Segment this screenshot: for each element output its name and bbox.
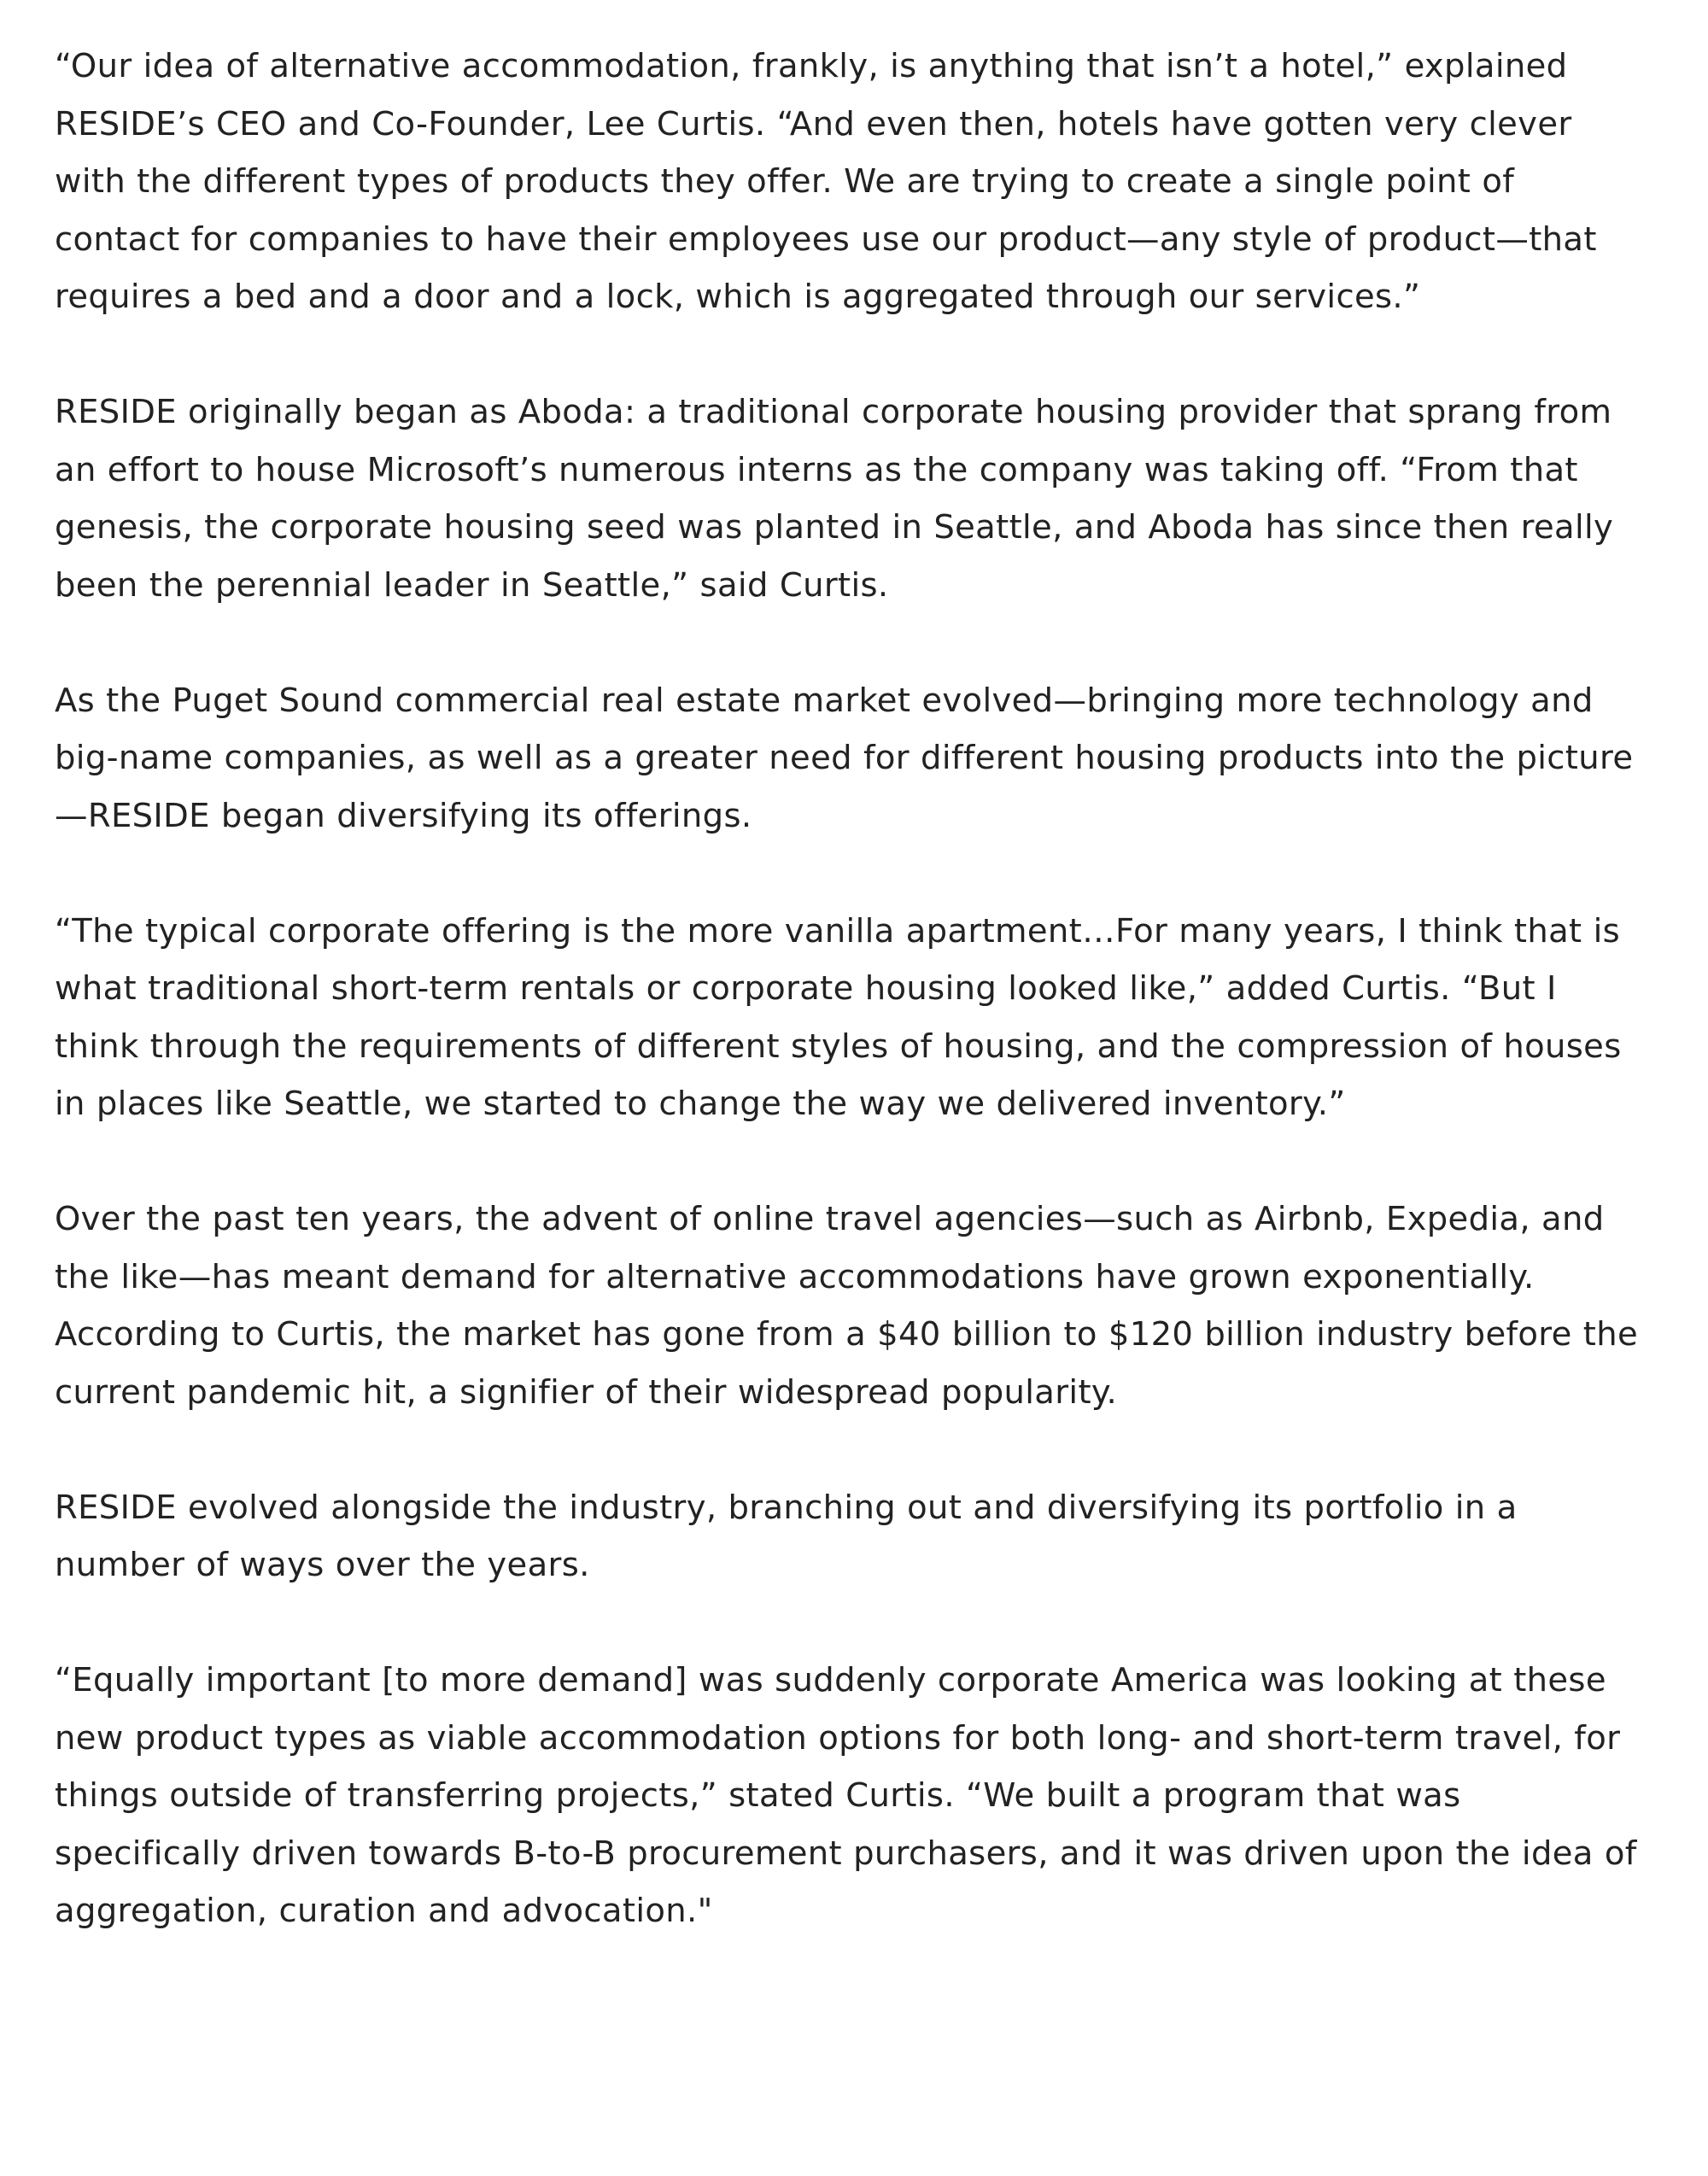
text-line: RESIDE originally began as Aboda: a traditional corporate housing provider that sprang from xyxy=(55,393,1612,431)
paragraph-4 xyxy=(55,903,1677,1133)
text-line: “The typical corporate offering is the more vanilla apartment…For many years, I think that is xyxy=(55,911,1621,951)
text-line: aggregation, curation and advocation." xyxy=(55,1892,713,1930)
paragraph-5 xyxy=(55,1190,1677,1421)
text-line: specifically driven towards B-to-B procurement purchasers, and it was driven upon the idea of xyxy=(55,1834,1637,1873)
text-line: things outside of transferring projects,” stated Curtis. “We built a program that was xyxy=(55,1776,1461,1815)
text-line: number of ways over the years. xyxy=(55,1546,590,1584)
text-line: in places like Seattle, we started to change the way we delivered inventory.” xyxy=(55,1085,1346,1123)
text-line: Over the past ten years, the advent of online travel agencies—such as Airbnb, Expedia, and xyxy=(55,1200,1605,1238)
paragraph-2 xyxy=(55,383,1677,614)
paragraph-1 xyxy=(55,38,1677,326)
document-page xyxy=(55,38,1677,1998)
text-line: RESIDE’s CEO and Co-Founder, Lee Curtis. “And even then, hotels have gotten very clever xyxy=(55,104,1572,143)
text-line: the like—has meant demand for alternative accommodations have grown exponentially. xyxy=(55,1257,1535,1296)
text-line: contact for companies to have their employees use our product—any style of product—that xyxy=(55,219,1597,259)
text-line: As the Puget Sound commercial real estate market evolved—bringing more technology and xyxy=(55,681,1594,720)
text-line: with the different types of products they offer. We are trying to create a single point of xyxy=(55,162,1515,201)
text-line: new product types as viable accommodation options for both long- and short-term travel, for xyxy=(55,1718,1621,1758)
text-line: current pandemic hit, a signifier of their widespread popularity. xyxy=(55,1372,1118,1412)
paragraph-3 xyxy=(55,672,1677,845)
paragraph-7 xyxy=(55,1652,1677,1940)
text-line: requires a bed and a door and a lock, which is aggregated through our services.” xyxy=(55,278,1421,316)
text-line: According to Curtis, the market has gone from a $40 billion to $120 billion industry before the xyxy=(55,1315,1638,1354)
text-line: what traditional short-term rentals or corporate housing looked like,” added Curtis. “But I xyxy=(55,969,1557,1008)
text-line: think through the requirements of different styles of housing, and the compression of houses xyxy=(55,1027,1622,1066)
text-line: been the perennial leader in Seattle,” said Curtis. xyxy=(55,565,889,605)
paragraph-6 xyxy=(55,1479,1677,1594)
text-line: “Equally important [to more demand] was suddenly corporate America was looking at these xyxy=(55,1661,1606,1699)
text-line: RESIDE evolved alongside the industry, branching out and diversifying its portfolio in a xyxy=(55,1488,1518,1527)
text-line: —RESIDE began diversifying its offerings. xyxy=(55,796,752,835)
text-line: big-name companies, as well as a greater need for different housing products into the picture xyxy=(55,739,1634,777)
text-line: “Our idea of alternative accommodation, frankly, is anything that isn’t a hotel,” explained xyxy=(55,47,1568,85)
text-line: an effort to house Microsoft’s numerous interns as the company was taking off. “From that xyxy=(55,450,1578,489)
text-line: genesis, the corporate housing seed was planted in Seattle, and Aboda has since then really xyxy=(55,508,1614,547)
